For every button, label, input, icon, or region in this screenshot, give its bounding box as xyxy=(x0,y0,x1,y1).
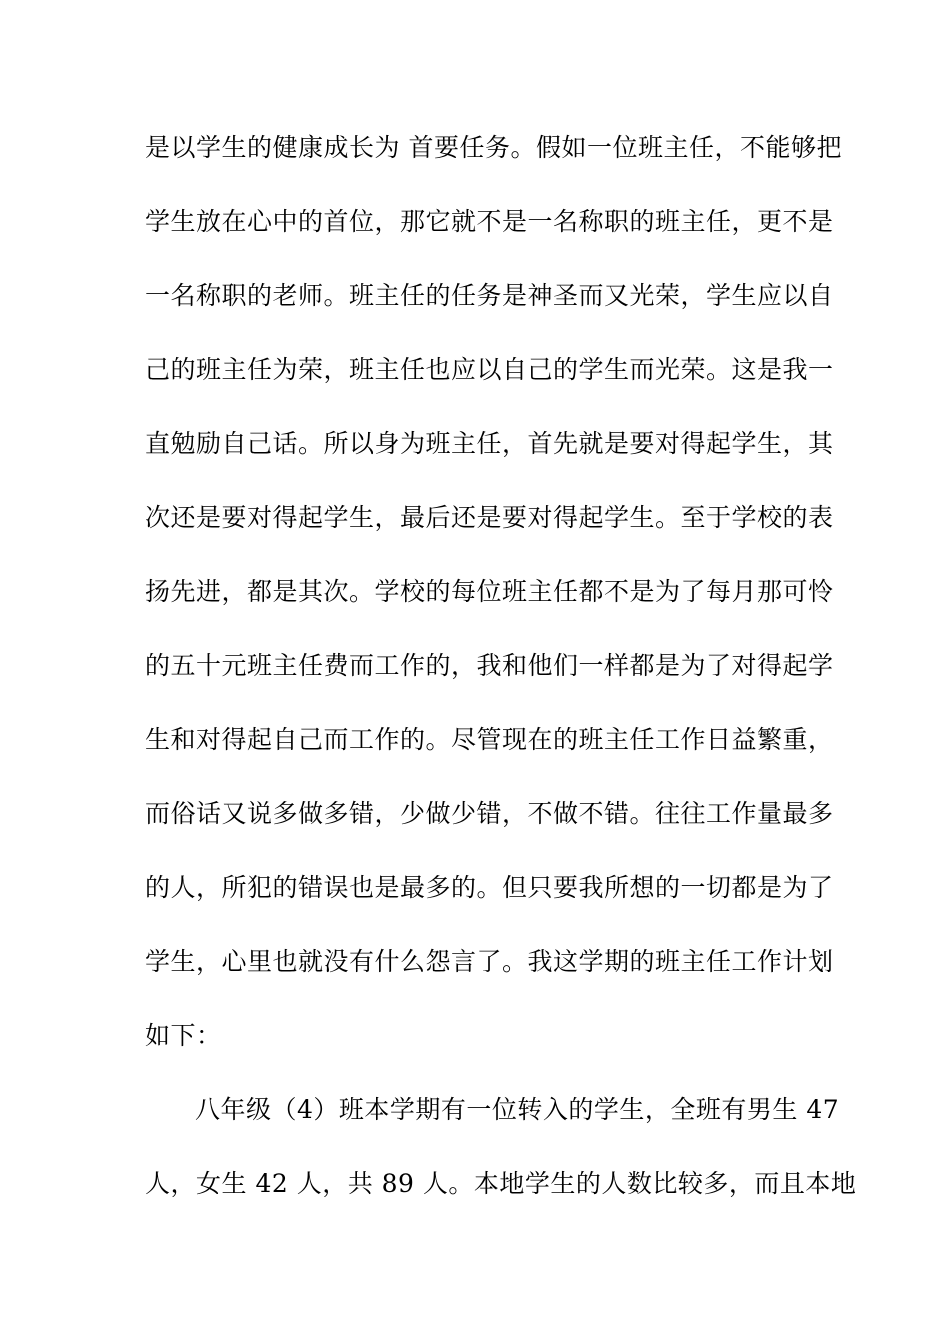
paragraph-1-line-10: 而俗话又说多做多错，少做少错，不做不错。往往工作量最多 xyxy=(145,799,834,828)
paragraph-1-line-3: 一名称职的老师。班主任的任务是神圣而又光荣，学生应以自 xyxy=(145,281,834,310)
paragraph-1-line-11: 的人，所犯的错误也是最多的。但只要我所想的一切都是为了 xyxy=(145,873,834,902)
paragraph-1-line-2: 学生放在心中的首位，那它就不是一名称职的班主任，更不是 xyxy=(145,207,834,236)
paragraph-1-line-8: 的五十元班主任费而工作的，我和他们一样都是为了对得起学 xyxy=(145,651,834,680)
paragraph-1-line-13: 如下： xyxy=(145,1021,222,1050)
document-body xyxy=(145,129,857,1239)
paragraph-1-line-1: 是以学生的健康成长为 首要任务。假如一位班主任，不能够把 xyxy=(145,133,842,162)
paragraph-1-line-7: 扬先进，都是其次。学校的每位班主任都不是为了每月那可怜 xyxy=(145,577,834,606)
paragraph-1-line-5: 直勉励自己话。所以身为班主任，首先就是要对得起学生，其 xyxy=(145,429,834,458)
paragraph-1-line-6: 次还是要对得起学生，最后还是要对得起学生。至于学校的表 xyxy=(145,503,834,532)
paragraph-2-line-1: 八年级（4）班本学期有一位转入的学生，全班有男生 47 xyxy=(195,1095,840,1124)
paragraph-2-line-2: 人，女生 42 人，共 89 人。本地学生的人数比较多，而且本地 xyxy=(145,1169,857,1198)
paragraph-1-line-4: 己的班主任为荣，班主任也应以自己的学生而光荣。这是我一 xyxy=(145,355,834,384)
paragraph-1-line-9: 生和对得起自己而工作的。尽管现在的班主任工作日益繁重， xyxy=(145,725,834,754)
paragraph-1-line-12: 学生，心里也就没有什么怨言了。我这学期的班主任工作计划 xyxy=(145,947,834,976)
